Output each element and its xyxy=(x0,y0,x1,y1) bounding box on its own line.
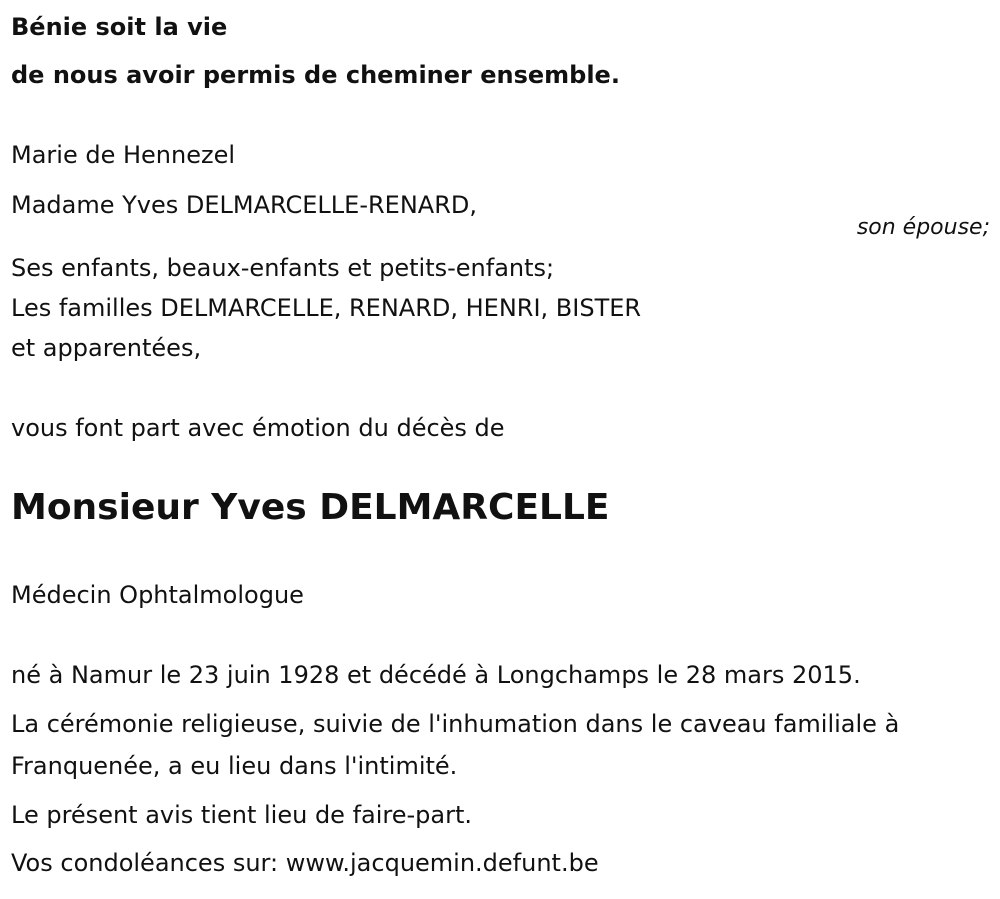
heading-line-1: Bénie soit la vie xyxy=(11,13,228,41)
children-line: Ses enfants, beaux-enfants et petits-enfants; xyxy=(11,254,555,282)
announcement-line: vous font part avec émotion du décès de xyxy=(11,414,505,442)
profession-line: Médecin Ophtalmologue xyxy=(11,581,304,609)
condolences-line: Vos condoléances sur: www.jacquemin.defunt.be xyxy=(11,849,599,877)
ceremony-paragraph: La cérémonie religieuse, suivie de l'inhumation dans le caveau familiale à Franquenée, a eu lieu dans l'intimité. xyxy=(11,710,900,780)
families-line: Les familles DELMARCELLE, RENARD, HENRI, BISTER xyxy=(11,294,642,322)
family-name-1: Marie de Hennezel xyxy=(11,141,236,169)
family-name-2: Madame Yves DELMARCELLE-RENARD, xyxy=(11,191,477,219)
deceased-name: Monsieur Yves DELMARCELLE xyxy=(11,487,610,528)
heading-line-2: de nous avoir permis de cheminer ensemble. xyxy=(11,61,620,89)
spouse-label: son épouse; xyxy=(856,215,990,240)
birth-death-line: né à Namur le 23 juin 1928 et décédé à Longchamps le 28 mars 2015. xyxy=(11,661,861,689)
related-line: et apparentées, xyxy=(11,334,202,362)
notice-line: Le présent avis tient lieu de faire-part. xyxy=(11,801,473,829)
